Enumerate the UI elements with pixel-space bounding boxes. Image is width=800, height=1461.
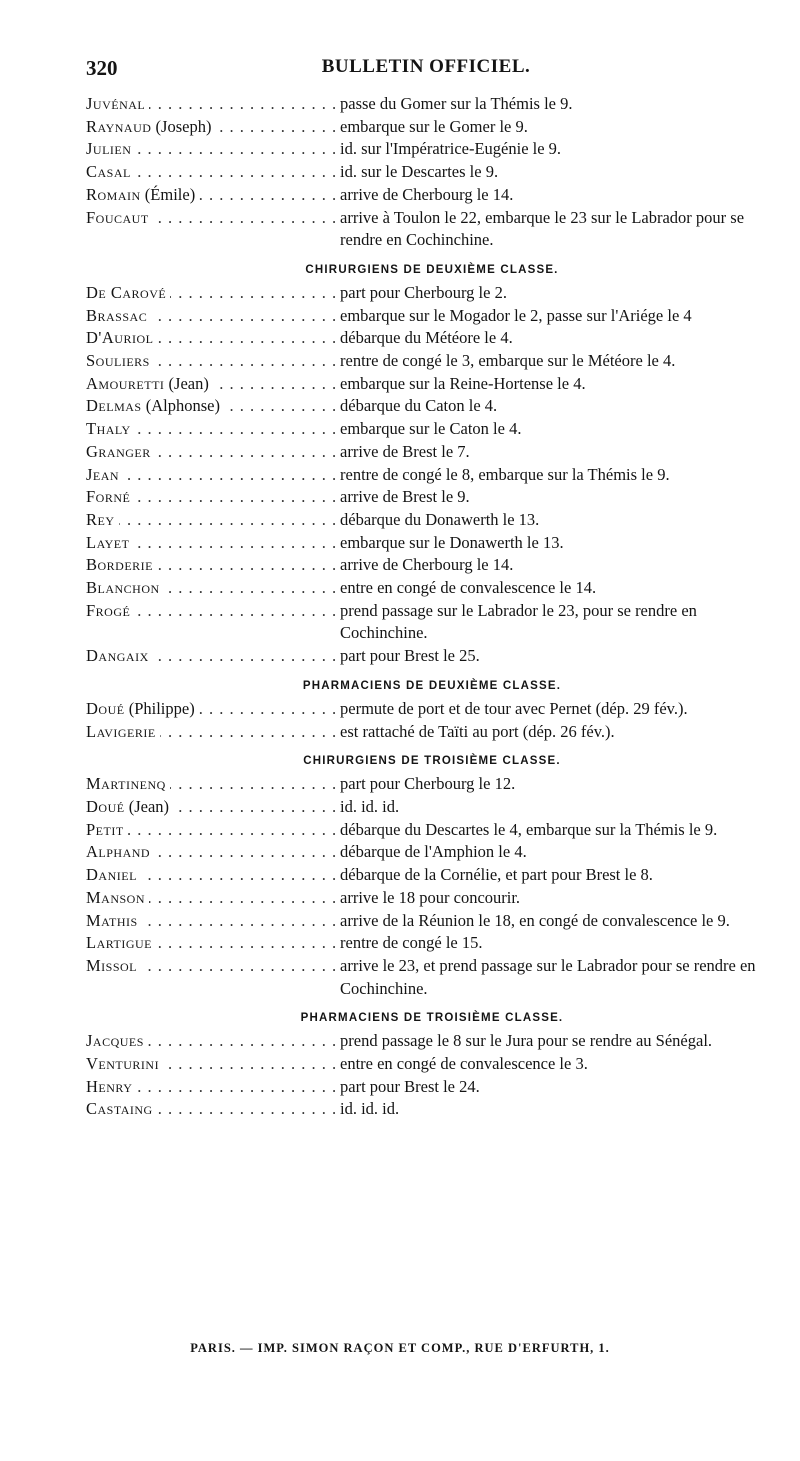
entry-movement: est rattaché de Taïti au port (dép. 26 fév.). xyxy=(340,721,615,741)
entry-name-cell xyxy=(86,554,336,577)
entry-row xyxy=(86,282,778,305)
entry-movement: embarque sur le Donawerth le 13. xyxy=(340,532,564,552)
entry-movement: débarque de l'Amphion le 4. xyxy=(340,842,527,862)
entry-name: Juvénal xyxy=(86,94,146,113)
entry-name-cell xyxy=(86,773,336,796)
entry-name: Daniel xyxy=(86,865,137,885)
entry-movement: arrive de Brest le 9. xyxy=(340,487,470,507)
entry-row xyxy=(86,1098,778,1121)
entry-given-name: (Émile) xyxy=(144,184,196,204)
entry-name: Doué xyxy=(86,698,125,718)
entry-name-cell xyxy=(86,645,336,668)
entry-name: Delmas xyxy=(86,396,142,416)
entry-name-cell xyxy=(86,184,336,207)
section-heading: CHIRURGIENS DE DEUXIÈME CLASSE. xyxy=(305,263,559,276)
entry-name-wrap xyxy=(86,208,153,227)
entry-name-wrap xyxy=(86,1099,157,1118)
entry-row xyxy=(86,1053,778,1076)
entry-row xyxy=(86,327,778,350)
entry-name: Julien xyxy=(86,139,132,159)
entry-name-wrap xyxy=(86,139,135,158)
entry-name: Mathis xyxy=(86,910,138,930)
entry-name-cell xyxy=(86,116,336,139)
entry-movement: arrive de Brest le 7. xyxy=(340,441,470,461)
entry-name-cell xyxy=(86,373,336,396)
entry-name-cell xyxy=(86,955,336,978)
entry-name-cell xyxy=(86,819,336,842)
entry-movement: entre en congé de convalescence le 14. xyxy=(340,578,597,598)
entry-movement: arrive de la Réunion le 18, en congé de convalescence le 9. xyxy=(340,910,730,930)
entry-name-wrap xyxy=(86,533,133,552)
entry-movement: part pour Brest le 24. xyxy=(340,1076,480,1096)
entry-name-cell xyxy=(86,796,336,819)
entry-name-wrap xyxy=(86,396,224,415)
entry-name-cell xyxy=(86,532,336,555)
entry-name: Lavigerie xyxy=(86,721,156,741)
entry-row xyxy=(86,532,778,555)
entry-name: Blanchon xyxy=(86,578,160,598)
entry-name: Castaing xyxy=(86,1099,153,1119)
entry-given-name: (Jean) xyxy=(128,796,170,816)
entry-name-wrap xyxy=(86,510,119,529)
entry-row xyxy=(86,600,778,645)
entry-name-cell xyxy=(86,721,336,744)
entry-name-cell xyxy=(86,305,336,328)
entry-movement: entre en congé de convalescence le 3. xyxy=(340,1054,588,1074)
entry-name-wrap xyxy=(86,842,154,861)
entry-name-cell xyxy=(86,464,336,487)
entry-movement: embarque sur le Caton le 4. xyxy=(340,419,522,439)
entry-movement: rentre de congé le 3, embarque sur le Météore le 4. xyxy=(340,351,676,371)
entry-name-cell xyxy=(86,207,336,230)
entry-movement: arrive de Cherbourg le 14. xyxy=(340,184,514,204)
entry-row xyxy=(86,577,778,600)
entry-name-cell xyxy=(86,395,336,418)
entry-movement: embarque sur le Mogador le 2, passe sur l'Ariége le 4 xyxy=(340,305,692,325)
entry-movement: id. sur le Descartes le 9. xyxy=(340,162,499,182)
entry-name: Raynaud xyxy=(86,116,152,136)
section-heading: PHARMACIENS DE TROISIÈME CLASSE. xyxy=(300,1012,564,1025)
entry-name: Jean xyxy=(86,464,120,484)
entry-movement: part pour Cherbourg le 12. xyxy=(340,774,516,794)
entry-name-cell xyxy=(86,327,336,350)
entry-row xyxy=(86,116,778,139)
entry-row xyxy=(86,486,778,509)
entry-row xyxy=(86,910,778,933)
entry-name: Lartigue xyxy=(86,933,153,953)
entry-name-cell xyxy=(86,577,336,600)
section-heading: CHIRURGIENS DE TROISIÈME CLASSE. xyxy=(303,755,561,768)
entry-movement: part pour Cherbourg le 2. xyxy=(340,282,507,302)
entry-row xyxy=(86,645,778,668)
entry-name-wrap xyxy=(86,351,154,370)
entry-name-wrap xyxy=(86,185,199,204)
entry-movement: part pour Brest le 25. xyxy=(340,646,480,666)
entry-movement: arrive de Cherbourg le 14. xyxy=(340,555,514,575)
entry-name: Henry xyxy=(86,1076,133,1096)
entry-name-wrap xyxy=(86,601,134,620)
page-header xyxy=(86,56,766,86)
entry-name: Petit xyxy=(86,819,124,839)
entry-movement: prend passage le 8 sur le Jura pour se rendre au Sénégal. xyxy=(340,1031,713,1051)
entry-name: Manson xyxy=(86,887,146,907)
entry-name-wrap xyxy=(86,283,170,302)
entry-name: Doué xyxy=(86,796,125,816)
entry-movement: débarque du Caton le 4. xyxy=(340,396,498,416)
entry-row xyxy=(86,554,778,577)
entry-name: Borderie xyxy=(86,555,154,575)
entry-name-cell xyxy=(86,509,336,532)
entry-name-cell xyxy=(86,138,336,161)
entry-row xyxy=(86,305,778,328)
entry-name: Frogé xyxy=(86,600,131,620)
entry-name-wrap xyxy=(86,419,135,438)
entry-name-wrap xyxy=(86,328,157,347)
entry-name-cell xyxy=(86,161,336,184)
entry-name: Brassac xyxy=(86,305,148,325)
entry-movement: id. id. id. xyxy=(340,796,400,816)
entry-name: Dangaix xyxy=(86,646,149,666)
entry-name: Venturini xyxy=(86,1054,160,1074)
entry-row xyxy=(86,418,778,441)
entry-movement: arrive le 23, et prend passage sur le Labrador pour se rendre en Cochinchine. xyxy=(340,955,756,998)
page-title: BULLETIN OFFICIEL. xyxy=(321,56,531,77)
entry-name-wrap xyxy=(86,162,135,181)
entry-movement: id. id. id. xyxy=(340,1099,400,1119)
entry-name-wrap xyxy=(86,933,156,952)
entry-name: Foucaut xyxy=(86,207,149,227)
entry-row xyxy=(86,819,778,842)
entry-given-name: (Joseph) xyxy=(155,116,212,136)
entry-name-cell xyxy=(86,841,336,864)
entry-row xyxy=(86,464,778,487)
entry-row xyxy=(86,841,778,864)
section-heading: PHARMACIENS DE DEUXIÈME CLASSE. xyxy=(302,679,562,692)
entry-movement: passe du Gomer sur la Thémis le 9. xyxy=(340,94,573,113)
entries-list xyxy=(86,93,778,1121)
entry-row xyxy=(86,395,778,418)
entry-row xyxy=(86,161,778,184)
entry-row xyxy=(86,184,778,207)
entry-movement: prend passage sur le Labrador le 23, pour se rendre en Cochinchine. xyxy=(340,600,697,643)
entry-name-cell xyxy=(86,486,336,509)
entry-row xyxy=(86,887,778,910)
entry-name: Souliers xyxy=(86,351,150,371)
entry-name-cell xyxy=(86,418,336,441)
entry-name-cell xyxy=(86,910,336,933)
entry-name-wrap xyxy=(86,374,213,393)
entry-name-wrap xyxy=(86,722,160,741)
entry-name-cell xyxy=(86,1030,336,1053)
entry-row xyxy=(86,1076,778,1099)
entry-name-cell xyxy=(86,350,336,373)
entry-movement: arrive le 18 pour concourir. xyxy=(340,887,521,907)
entry-row xyxy=(86,698,778,721)
entry-row xyxy=(86,373,778,396)
entry-name-wrap xyxy=(86,1077,136,1096)
entry-name: Forné xyxy=(86,487,131,507)
entry-name: Romain xyxy=(86,184,141,204)
entry-name-wrap xyxy=(86,94,149,113)
entry-name-wrap xyxy=(86,699,199,718)
entry-movement: débarque de la Cornélie, et part pour Brest le 8. xyxy=(340,865,653,885)
entry-name-wrap xyxy=(86,1054,163,1073)
entry-name: Amouretti xyxy=(86,373,165,393)
entry-movement: débarque du Donawerth le 13. xyxy=(340,509,540,529)
entry-name-cell xyxy=(86,441,336,464)
entry-name-cell xyxy=(86,698,336,721)
entry-row xyxy=(86,773,778,796)
entry-name: Layet xyxy=(86,532,130,552)
entry-name-cell xyxy=(86,600,336,623)
entry-movement: rentre de congé le 8, embarque sur la Thémis le 9. xyxy=(340,464,670,484)
entry-name-wrap xyxy=(86,865,141,884)
entry-row xyxy=(86,796,778,819)
entry-row xyxy=(86,350,778,373)
entry-name-wrap xyxy=(86,911,142,930)
entry-name: Martinenq xyxy=(86,774,166,794)
entry-name-cell xyxy=(86,1053,336,1076)
entry-name-cell xyxy=(86,93,336,116)
printer-imprint: PARIS. — IMP. SIMON RAÇON ET COMP., RUE D'ERFURTH, 1. xyxy=(190,1341,610,1355)
entry-name: Rey xyxy=(86,509,115,529)
entry-given-name: (Jean) xyxy=(168,373,209,393)
entry-name-cell xyxy=(86,1098,336,1121)
entry-name: D'Auriol xyxy=(86,328,154,348)
entry-name: Alphand xyxy=(86,842,151,862)
entry-row xyxy=(86,864,778,887)
entry-name: Missol xyxy=(86,955,138,975)
entry-movement: embarque sur le Gomer le 9. xyxy=(340,116,528,136)
entry-name-cell xyxy=(86,932,336,955)
entry-name-wrap xyxy=(86,956,141,975)
entry-name-cell xyxy=(86,887,336,910)
entry-row xyxy=(86,1030,778,1053)
entry-name-cell xyxy=(86,864,336,887)
entry-name-wrap xyxy=(86,797,173,816)
entry-name-wrap xyxy=(86,442,155,461)
entry-row xyxy=(86,207,778,252)
entry-row xyxy=(86,955,778,1000)
entry-given-name: (Alphonse) xyxy=(145,396,220,416)
entry-row xyxy=(86,93,778,116)
entry-name-wrap xyxy=(86,487,134,506)
entry-movement: arrive à Toulon le 22, embarque le 23 sur le Labrador pour se rendre en Cochinchine. xyxy=(340,207,745,250)
entry-row xyxy=(86,932,778,955)
entry-row xyxy=(86,509,778,532)
entry-name-wrap xyxy=(86,117,215,136)
entry-movement: id. sur l'Impératrice-Eugénie le 9. xyxy=(340,139,562,159)
entry-row xyxy=(86,441,778,464)
entry-movement: débarque du Descartes le 4, embarque sur la Thémis le 9. xyxy=(340,819,718,839)
entry-name: Granger xyxy=(86,441,151,461)
entry-movement: permute de port et de tour avec Pernet (dép. 29 fév.). xyxy=(340,698,688,718)
entry-name-wrap xyxy=(86,306,151,325)
entry-name: Casal xyxy=(86,162,131,182)
entry-row xyxy=(86,138,778,161)
entry-name-cell xyxy=(86,282,336,305)
entry-name-wrap xyxy=(86,555,157,574)
entry-name-wrap xyxy=(86,1031,148,1050)
entry-movement: embarque sur la Reine-Hortense le 4. xyxy=(340,373,586,393)
entry-name-wrap xyxy=(86,465,123,484)
entry-name-wrap xyxy=(86,774,170,793)
entry-given-name: (Philippe) xyxy=(128,698,195,718)
entry-name: Thaly xyxy=(86,419,131,439)
entry-name-cell xyxy=(86,1076,336,1099)
entry-name-wrap xyxy=(86,646,153,665)
entry-name: Jacques xyxy=(86,1031,144,1051)
entry-row xyxy=(86,721,778,744)
entry-movement: débarque du Météore le 4. xyxy=(340,328,513,348)
entry-movement: rentre de congé le 15. xyxy=(340,933,483,953)
entry-name-wrap xyxy=(86,578,164,597)
entry-name-wrap xyxy=(86,820,128,839)
entry-name-wrap xyxy=(86,888,149,907)
page-number: 320 xyxy=(86,56,118,80)
entry-name: De Carové xyxy=(86,282,167,302)
